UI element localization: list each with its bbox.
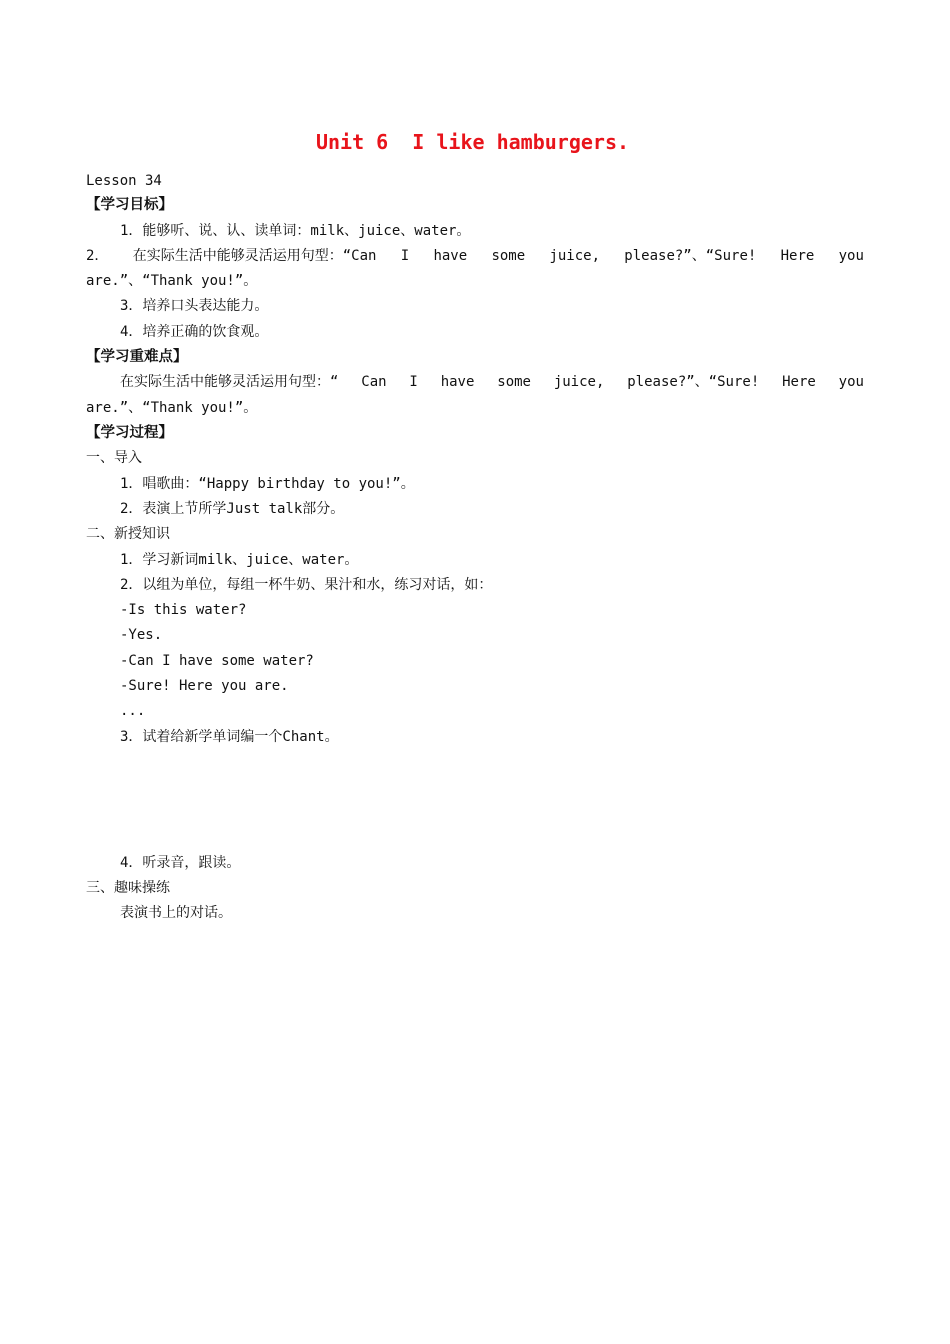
objective-item-3: 3．培养口头表达能力。 xyxy=(120,298,269,314)
word: 2． xyxy=(86,248,109,264)
word: Here xyxy=(780,248,815,264)
section-2-item-3: 3．试着给新学单词编一个Chant。 xyxy=(120,729,339,745)
word: you xyxy=(838,248,864,264)
key-points-line-2: are.”、“Thank you!”。 xyxy=(86,400,258,416)
section-2-item-4: 4．听录音，跟读。 xyxy=(120,855,241,871)
word: juice, xyxy=(549,248,601,264)
section-3-item-1: 表演书上的对话。 xyxy=(120,905,232,921)
word: please?”、“Sure! xyxy=(627,374,760,390)
process-heading: 【学习过程】 xyxy=(86,425,173,441)
dialog-line-4: -Sure! Here you are. xyxy=(120,678,289,694)
section-1-title: 一、导入 xyxy=(86,450,142,466)
word: you xyxy=(838,374,864,390)
word: please?”、“Sure! xyxy=(624,248,757,264)
dialog-line-3: -Can I have some water? xyxy=(120,653,314,669)
lesson-label: Lesson 34 xyxy=(86,173,162,189)
objective-item-4: 4．培养正确的饮食观。 xyxy=(120,324,269,340)
word: 在实际生活中能够灵活运用句型：“Can xyxy=(132,248,377,264)
dialog-line-1: -Is this water? xyxy=(120,602,247,618)
document-title: Unit 6 I like hamburgers. xyxy=(315,130,630,154)
objective-item-2-line-2: are.”、“Thank you!”。 xyxy=(86,273,258,289)
word: have xyxy=(433,248,468,264)
word: I xyxy=(409,374,418,390)
section-2-item-2: 2．以组为单位，每组一杯牛奶、果汁和水，练习对话，如： xyxy=(120,577,493,593)
dialog-line-2: -Yes. xyxy=(120,627,163,643)
word: have xyxy=(440,374,475,390)
objectives-heading: 【学习目标】 xyxy=(86,197,173,213)
section-2-item-1: 1．学习新词milk、juice、water。 xyxy=(120,552,359,568)
objective-item-1: 1．能够听、说、认、读单词：milk、juice、water。 xyxy=(120,223,471,239)
section-3-title: 三、趣味操练 xyxy=(86,880,170,896)
section-2-title: 二、新授知识 xyxy=(86,526,170,542)
word: some xyxy=(491,248,526,264)
key-points-line-1 xyxy=(120,371,864,393)
section-1-item-2: 2．表演上节所学Just talk部分。 xyxy=(120,501,345,517)
section-1-item-1: 1．唱歌曲：“Happy birthday to you!”。 xyxy=(120,476,415,492)
key-points-heading: 【学习重难点】 xyxy=(86,349,188,365)
word: Can xyxy=(361,374,387,390)
objective-item-2-line-1 xyxy=(86,245,864,267)
word: juice, xyxy=(553,374,605,390)
word: some xyxy=(497,374,531,390)
word: Here xyxy=(782,374,816,390)
word: I xyxy=(400,248,410,264)
dialog-ellipsis: ... xyxy=(120,703,146,719)
word: 在实际生活中能够灵活运用句型：“ xyxy=(120,374,339,390)
